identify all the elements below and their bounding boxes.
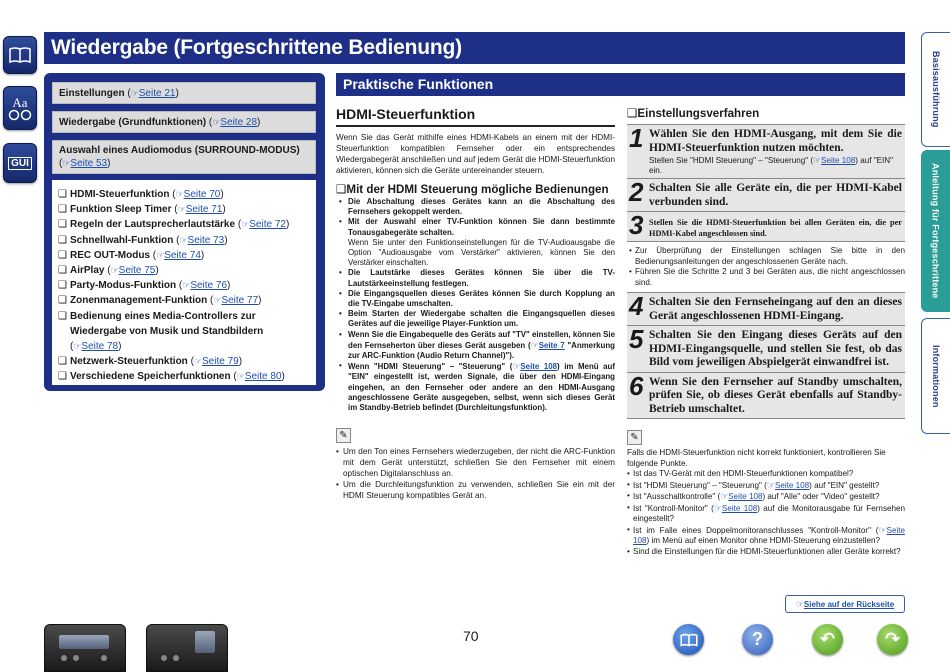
step-number: 4 xyxy=(629,291,644,321)
hdmi-intro: Wenn Sie das Gerät mithilfe eines HDMI-Kabels an einem mit der HDMI-Steuerfunktion kompatiblen Fernseher oder ein entsprechendes Wiedergabegerät anschließen und auf jedem Gerät die HDMI-Steuerfunktion aktivieren, können sich die Geräte untereinander steuern. xyxy=(336,133,615,175)
nav-item-label: Wiedergabe von Musik und Standbildern xyxy=(70,325,264,337)
nav-item[interactable]: ❑ Party-Modus-Funktion (☞Seite 76) xyxy=(58,280,231,292)
nav-item-label: Party-Modus-Funktion xyxy=(70,280,177,292)
nav-item-label: Netzwerk-Steuerfunktion xyxy=(70,356,188,368)
forward-icon[interactable]: ↷ xyxy=(877,624,908,655)
tab-fortgeschrittene[interactable] xyxy=(921,150,950,312)
step-5 xyxy=(627,325,905,372)
list-item: • Ist im Falle eines Doppelmonitoranschlusses "Kontroll-Monitor" (☞Seite 108) im Menü auf einen Monitor ohne HDMI-Steuerung einzustellen? xyxy=(627,524,905,545)
ops-list xyxy=(336,197,615,413)
procedure-heading-text: Einstellungsverfahren xyxy=(637,107,760,120)
nav-grundfunktionen-link[interactable]: Seite 28 xyxy=(220,116,258,128)
list-item: • Um die Durchleitungsfunktion zu verwenden, schließen Sie ein mit der HDMI Steuerung kompatibles Gerät an. xyxy=(336,480,615,501)
nav-einstellungen[interactable]: Einstellungen (☞Seite 21) xyxy=(52,82,316,104)
pointer-icon: ☞ xyxy=(130,87,139,98)
nav-item[interactable]: ❑ AirPlay (☞Seite 75) xyxy=(58,265,159,277)
procedure-heading: ❑Einstellungsverfahren xyxy=(627,107,760,120)
step-text: Schalten Sie den Fernseheingang auf den an dieses Gerät angeschlossenen HDMI-Eingang. xyxy=(649,296,902,322)
pencil-icon: ✎ xyxy=(627,430,642,445)
pointer-icon: ☞ xyxy=(212,116,221,127)
nav-item[interactable]: ❑ Schnellwahl-Funktion (☞Seite 73) xyxy=(58,234,228,246)
contents-book-icon[interactable] xyxy=(673,624,704,655)
list-item: • Ist "HDMI Steuerung" – "Steuerung" (☞Seite 108) auf "EIN" gestellt? xyxy=(627,479,880,490)
step-number: 1 xyxy=(629,123,644,153)
nav-item-link[interactable]: Seite 74 xyxy=(164,249,201,261)
remote-control-icon[interactable] xyxy=(146,624,228,672)
pointer-icon: ☞ xyxy=(795,598,804,609)
list-item: • Ist "Kontroll-Monitor" (☞Seite 108) auf die Monitorausgabe für Fernsehen eingestellt? xyxy=(627,502,905,523)
back-side-label: Siehe auf der Rückseite xyxy=(803,599,895,609)
nav-item-link[interactable]: Seite 76 xyxy=(190,280,228,292)
nav-audiomodus-label: Auswahl eines Audiomodus (SURROUND-MODUS) xyxy=(59,145,300,156)
nav-item-label: Schnellwahl-Funktion xyxy=(70,234,174,246)
check-link[interactable]: Seite 108 xyxy=(728,492,763,501)
front-panel-icon[interactable] xyxy=(44,624,126,672)
page-number: 70 xyxy=(463,628,479,644)
nav-item-label: Regeln der Lautsprecherlautstärke xyxy=(70,219,236,231)
pointer-icon: ☞ xyxy=(62,158,71,168)
note-block xyxy=(336,425,615,501)
section-title: Praktische Funktionen xyxy=(336,73,905,96)
step-text: Schalten Sie den Eingang dieses Geräts auf den HDMI-Eingangsquelle, und stellen Sie fest, ob das Bild vom jeweiligen Abspielgerät einwandfrei ist. xyxy=(649,329,902,368)
nav-item-link[interactable]: Seite 80 xyxy=(244,371,282,383)
text-size-label: Aa xyxy=(12,94,28,110)
list-item: • Zur Überprüfung der Einstellungen schlagen Sie bitte in den Bedienungsanleitungen der angeschlossenen Geräte nach. xyxy=(629,246,905,266)
nav-item-link[interactable]: Seite 79 xyxy=(202,356,239,368)
nav-item[interactable]: ❑ Verschiedene Speicherfunktionen (☞Seite 80) xyxy=(58,371,285,383)
step3-notes xyxy=(627,241,905,292)
book-icon[interactable] xyxy=(3,36,37,74)
back-side-button[interactable] xyxy=(785,595,905,613)
nav-item-link[interactable]: Seite 73 xyxy=(187,234,225,246)
check-link[interactable]: Seite 108 xyxy=(774,480,810,490)
nav-item[interactable]: ❑ Funktion Sleep Timer (☞Seite 71) xyxy=(58,204,226,216)
nav-item-label: Zonenmanagement-Funktion xyxy=(70,295,208,307)
nav-item-label: REC OUT-Modus xyxy=(70,249,150,261)
nav-item-label: Verschiedene Speicherfunktionen xyxy=(70,371,231,383)
arc-link[interactable]: Seite 7 xyxy=(538,340,565,350)
nav-item[interactable]: ❑ Zonenmanagement-Funktion (☞Seite 77) xyxy=(58,295,262,307)
list-item: • Die Eingangsquellen dieses Gerätes können Sie durch Kopplung an die TV-Eingabe umschalten. xyxy=(339,288,615,309)
list-item: • Um den Ton eines Fernsehers wiederzugeben, der nicht die ARC-Funktion mit dem Gerät unterstützt, schließen Sie den Fernseher mit einem optischen Digitalanschluss an. xyxy=(336,447,615,479)
step-text: Wenn Sie den Fernseher auf Standby umschalten, prüfen Sie, ob dieses Gerät ebenfalls auf Standby-Betrieb umschaltet. xyxy=(649,375,902,415)
step-text: Wählen Sie den HDMI-Ausgang, mit dem Sie die HDMI-Steuerfunktion nutzen möchten. xyxy=(649,128,902,154)
list-item: • Mit der Auswahl einer TV-Funktion können Sie dann bestimmte Tonausgabegeräte schalten. Wenn Sie unter den Funktionseinstellungen für die TV-Audioausgabe die Option "Audioausgabe vom Verstärker" aktivieren, können Sie den Verstärker einschalten. xyxy=(339,217,615,268)
nav-item-link[interactable]: Seite 78 xyxy=(81,341,119,353)
list-item: • Sind die Einstellungen für die HDMI-Steuerfunktionen aller Geräte korrekt? xyxy=(627,546,901,556)
tab-informationen[interactable] xyxy=(921,318,950,434)
nav-einstellungen-label: Einstellungen xyxy=(59,87,125,99)
step-1 xyxy=(627,124,905,178)
ops-heading: ❑Mit der HDMI Steuerung mögliche Bedienungen xyxy=(336,183,609,196)
gui-icon[interactable] xyxy=(3,143,37,183)
list-item: • Wenn "HDMI Steuerung" – "Steuerung" (☞Seite 108) im Menü auf "EIN" eingestellt ist, werden Signale, die über den HDMI-Eingang eingehen, an den Fernseher oder andere an den HDMI-Ausgang angeschlossene Geräte ausgegeben, selbst, wenn sich dieses Gerät im Standby-Betrieb befindet (Durchleitungsfunktion). xyxy=(339,361,615,413)
step-4 xyxy=(627,292,905,325)
nav-item-label: Bedienung eines Media-Controllers zur xyxy=(70,310,256,322)
check-link[interactable]: Seite 108 xyxy=(721,503,758,513)
nav-grundfunktionen-label: Wiedergabe (Grundfunktionen) xyxy=(59,116,207,128)
nav-item[interactable]: ❑ Regeln der Lautsprecherlautstärke (☞Seite 72) xyxy=(58,219,290,231)
nav-item-link[interactable]: Seite 71 xyxy=(185,204,223,216)
tab-fortgeschrittene-label: Anleitung für Fortgeschrittene xyxy=(930,163,941,299)
step-number: 5 xyxy=(629,324,644,354)
tab-informationen-label: Informationen xyxy=(931,344,941,408)
step-number: 3 xyxy=(629,210,644,240)
step-text: Schalten Sie alle Geräte ein, die per HDMI-Kabel verbunden sind. xyxy=(649,182,902,208)
step-number: 2 xyxy=(629,177,644,207)
nav-einstellungen-link[interactable]: Seite 21 xyxy=(138,87,176,99)
nav-item-label: AirPlay xyxy=(70,265,105,277)
tab-basisausfuehrung[interactable] xyxy=(921,32,950,147)
nav-item[interactable]: ❑ REC OUT-Modus (☞Seite 74) xyxy=(58,249,205,261)
check-intro: Falls die HDMI-Steuerfunktion nicht korrekt funktioniert, kontrollieren Sie folgende Punkte. xyxy=(627,448,886,468)
check-block xyxy=(627,427,905,557)
pencil-icon: ✎ xyxy=(336,428,351,443)
nav-item-link[interactable]: Seite 70 xyxy=(183,189,221,200)
hdmi-control-link[interactable]: Seite 108 xyxy=(520,362,558,372)
gui-label: GUI xyxy=(8,157,32,170)
list-item: • Die Lautstärke dieses Gerätes können Sie über die TV-Lautstärkeeinstellung festlegen. xyxy=(339,268,615,288)
nav-item[interactable]: ❑ Netzwerk-Steuerfunktion (☞Seite 79) xyxy=(58,356,243,368)
tab-basisausfuehrung-label: Basisausführung xyxy=(931,51,941,128)
check-link[interactable]: Seite 108 xyxy=(633,525,905,545)
nav-list xyxy=(52,180,316,385)
nav-item-label: Funktion Sleep Timer xyxy=(70,204,172,216)
step-number: 6 xyxy=(629,370,644,401)
nav-audiomodus-link[interactable]: Seite 53 xyxy=(70,158,108,169)
nav-item[interactable]: ❑ HDMI-Steuerfunktion (☞Seite 70) xyxy=(58,189,224,200)
nav-item[interactable]: ❑ Bedienung eines Media-Controllers zur Wiedergabe von Musik und Standbildern (☞Seite 78) xyxy=(58,310,264,353)
back-icon[interactable]: ↶ xyxy=(812,624,843,655)
list-item: • Ist "Ausschaltkontrolle" (☞Seite 108) auf "Alle" oder "Video" gestellt? xyxy=(627,491,880,501)
step-6 xyxy=(627,372,905,420)
step-3 xyxy=(627,211,905,241)
help-icon[interactable]: ? xyxy=(742,624,773,655)
step-text: Stellen Sie die HDMI-Steuerfunktion bei allen Geräten ein, die per HDMI-Kabel angeschlossen sind. xyxy=(649,218,902,238)
text-size-icon[interactable] xyxy=(3,86,37,130)
list-item: • Die Abschaltung dieses Gerätes kann an die Abschaltung des Fernsehers gekoppelt werden. xyxy=(339,197,615,217)
hdmi-heading: HDMI-Steuerfunktion xyxy=(336,106,615,127)
step-sub: Stellen Sie "HDMI Steuerung" – "Steuerung" (☞Seite 108) auf "EIN" ein. xyxy=(649,155,893,175)
nav-item-link[interactable]: Seite 75 xyxy=(118,265,156,277)
nav-grundfunktionen[interactable]: Wiedergabe (Grundfunktionen) (☞Seite 28) xyxy=(52,111,316,133)
page-title: Wiedergabe (Fortgeschrittene Bedienung) xyxy=(44,32,905,64)
list-item: • Führen Sie die Schritte 2 und 3 bei Geräten aus, die nicht angeschlossen sind. xyxy=(629,267,905,287)
nav-item-link[interactable]: Seite 72 xyxy=(249,219,286,231)
nav-item-link[interactable]: Seite 77 xyxy=(221,295,259,307)
list-item: • Wenn Sie die Eingabequelle des Geräts auf "TV" einstellen, können Sie den Fernseherton über dieses Gerät ausgeben (☞Seite 7 "Anmerkung zur ARC-Funktion (Audio Return Channel)"). xyxy=(339,329,615,361)
step1-link[interactable]: Seite 108 xyxy=(821,156,856,165)
nav-audiomodus[interactable]: Auswahl eines Audiomodus (SURROUND-MODUS) (☞Seite 53) xyxy=(52,140,316,174)
hdmi-section xyxy=(336,106,615,501)
ops-heading-text: Mit der HDMI Steuerung mögliche Bedienungen xyxy=(346,183,609,196)
procedure-section xyxy=(627,106,905,557)
list-item: • Beim Starten der Wiedergabe schalten die Eingangsquellen dieses Gerätes auf die jeweilige Player-Funktion um. xyxy=(339,309,615,329)
step-2 xyxy=(627,178,905,211)
list-item: • Ist das TV-Gerät mit den HDMI-Steuerfunktionen kompatibel? xyxy=(627,469,854,478)
nav-item-label: HDMI-Steuerfunktion xyxy=(70,189,170,200)
